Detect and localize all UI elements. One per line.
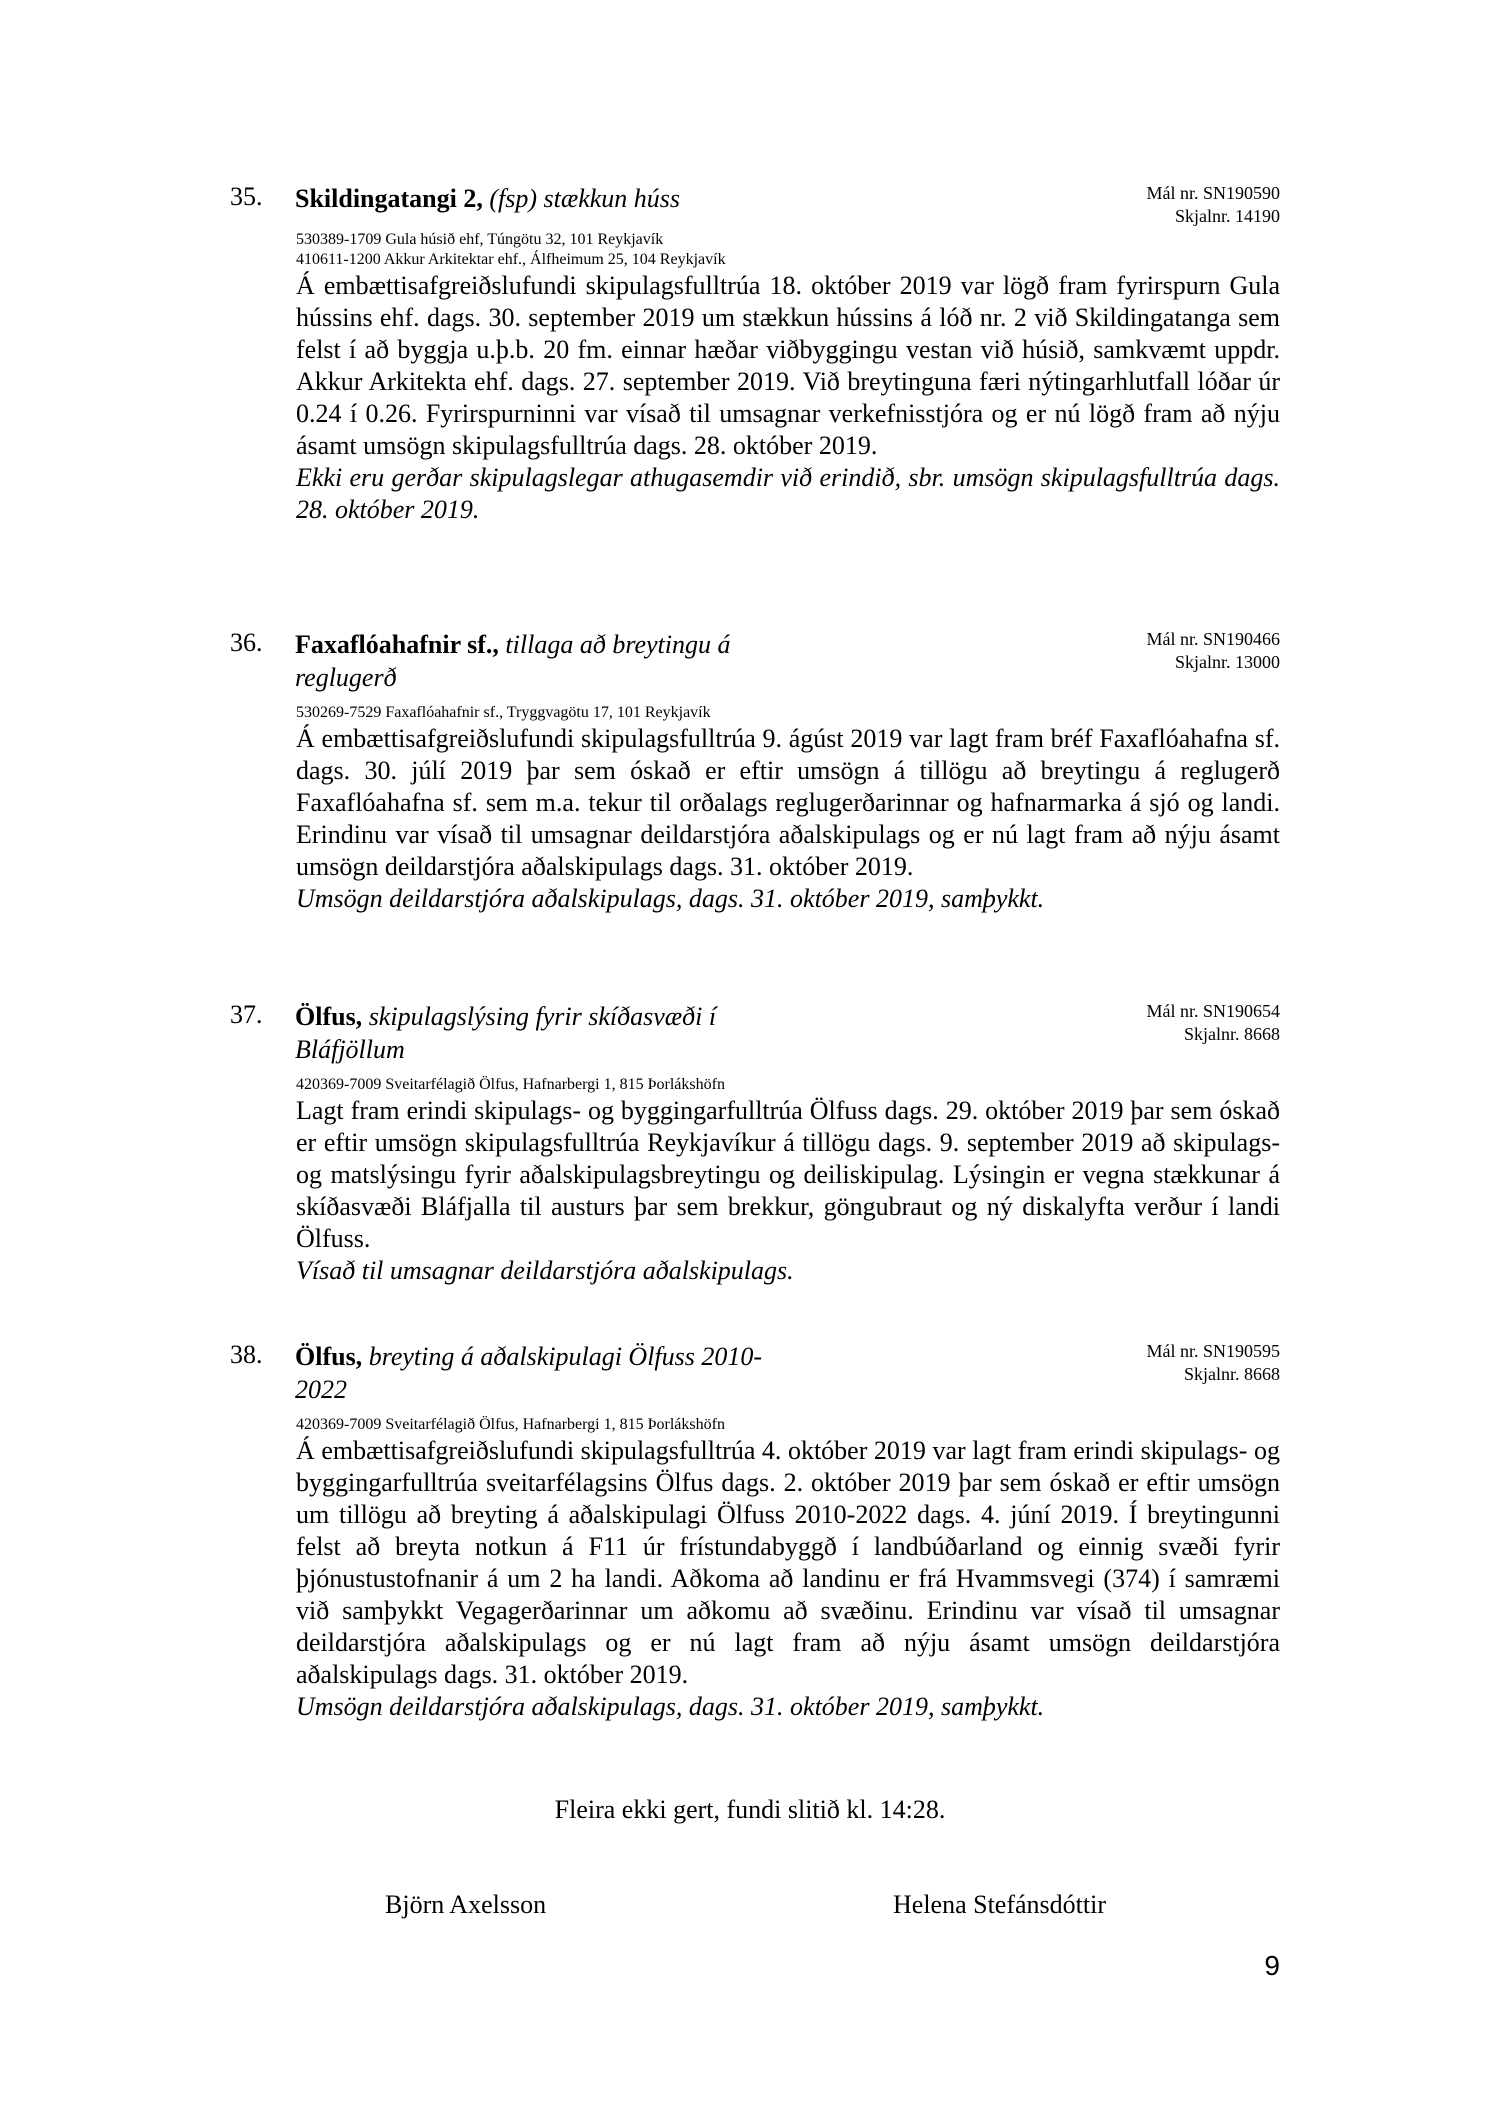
item-body — [296, 270, 1280, 526]
item-header — [230, 1000, 1280, 1064]
applicant-list — [296, 1075, 1280, 1095]
document-number: Skjalnr. 8668 — [1183, 1024, 1280, 1044]
item-subject: skipulagslýsing fyrir skíðasvæði í Bláfjöllum — [295, 1002, 717, 1064]
case-number: Mál nr. SN190466 — [1146, 629, 1280, 649]
item-number: 36. — [230, 628, 263, 657]
applicant-list — [296, 230, 1280, 270]
case-number: Mál nr. SN190654 — [1146, 1001, 1280, 1021]
item-conclusion: Ekki eru gerðar skipulagslegar athugasemdir við erindið, sbr. umsögn skipulagsfulltrúa dags. 28. október 2019. — [296, 463, 1280, 524]
case-number: Mál nr. SN190595 — [1146, 1341, 1280, 1361]
item-name: Faxaflóahafnir sf., — [295, 630, 499, 659]
applicant: 420369-7009 Sveitarfélagið Ölfus, Hafnarbergi 1, 815 Þorlákshöfn — [296, 1076, 725, 1093]
applicant: 410611-1200 Akkur Arkitektar ehf., Álfheimum 25, 104 Reykjavík — [296, 251, 726, 268]
page-number: 9 — [1264, 1950, 1280, 1981]
item-number: 37. — [230, 1000, 263, 1029]
item-name: Skildingatangi 2, — [295, 184, 483, 213]
item-header — [230, 628, 1280, 692]
document-number: Skjalnr. 13000 — [1174, 652, 1280, 672]
item-number: 38. — [230, 1340, 263, 1369]
item-conclusion: Umsögn deildarstjóra aðalskipulags, dags. 31. október 2019, samþykkt. — [296, 884, 1045, 913]
item-title — [295, 1000, 805, 1066]
agenda-item-35 — [230, 182, 1280, 526]
item-body — [296, 1095, 1280, 1287]
agenda-item-37 — [230, 1000, 1280, 1287]
document-number: Skjalnr. 14190 — [1174, 206, 1280, 226]
item-header — [230, 1340, 1280, 1404]
case-number: Mál nr. SN190590 — [1146, 183, 1280, 203]
closing-statement: Fleira ekki gert, fundi slitið kl. 14:28. — [554, 1795, 946, 1824]
case-reference — [1060, 1000, 1280, 1046]
item-name: Ölfus, — [295, 1002, 363, 1031]
applicant-list — [296, 703, 1280, 723]
item-body — [296, 1435, 1280, 1723]
item-subject: tillaga að breytingu á reglugerð — [295, 630, 731, 692]
applicant-list — [296, 1415, 1280, 1435]
item-conclusion: Umsögn deildarstjóra aðalskipulags, dags. 31. október 2019, samþykkt. — [296, 1692, 1045, 1721]
item-name: Ölfus, — [295, 1342, 363, 1371]
case-reference — [1060, 182, 1280, 228]
applicant: 420369-7009 Sveitarfélagið Ölfus, Hafnarbergi 1, 815 Þorlákshöfn — [296, 1416, 725, 1433]
item-subject: breyting á aðalskipulagi Ölfuss 2010-2022 — [295, 1342, 763, 1404]
item-body — [296, 723, 1280, 915]
item-number: 35. — [230, 182, 263, 211]
applicant: 530389-1709 Gula húsið ehf, Túngötu 32, 101 Reykjavík — [296, 231, 664, 248]
case-reference — [1060, 1340, 1280, 1386]
item-subject: (fsp) stækkun húss — [489, 184, 681, 213]
item-text: Á embættisafgreiðslufundi skipulagsfulltrúa 18. október 2019 var lögð fram fyrirspurn Gula hússins ehf. dags. 30. september 2019 um stækkun hússins á lóð nr. 2 við Skildingatanga sem felst í að byggja u.þ.b. 20 fm. einnar hæðar viðbyggingu vestan við húsið, samkvæmt uppdr. Akkur Arkitekta ehf. dags. 27. september 2019. Við breytinguna færi nýtingarhlutfall lóðar úr 0.24 í 0.26. Fyrirspurninni var vísað til umsagnar verkefnisstjóra og er nú lögð fram að nýju ásamt umsögn skipulagsfulltrúa dags. 28. október 2019. — [296, 271, 1280, 460]
applicant: 530269-7529 Faxaflóahafnir sf., Tryggvagötu 17, 101 Reykjavík — [296, 704, 711, 721]
item-title — [295, 628, 805, 694]
signature-left: Björn Axelsson — [385, 1890, 547, 1919]
item-text: Á embættisafgreiðslufundi skipulagsfulltrúa 9. ágúst 2019 var lagt fram bréf Faxaflóahafna sf. dags. 30. júlí 2019 þar sem óskað er eftir umsögn á tillögu að breytingu á reglugerð Faxaflóahafna sf. sem m.a. tekur til orðalags reglugerðarinnar og hafnarmarka á sjó og landi. Erindinu var vísað til umsagnar deildarstjóra aðalskipulags og er nú lagt fram að nýju ásamt umsögn deildarstjóra aðalskipulags dags. 31. október 2019. — [296, 724, 1280, 881]
item-text: Lagt fram erindi skipulags- og byggingarfulltrúa Ölfuss dags. 29. október 2019 þar sem óskað er eftir umsögn skipulagsfulltrúa Reykjavíkur á tillögu dags. 9. september 2019 að skipulags- og matslýsingu fyrir aðalskipulagsbreytingu og deiliskipulag. Lýsingin er vegna stækkunar á skíðasvæði Bláfjalla til austurs þar sem brekkur, göngubraut og ný diskalyfta verður í landi Ölfuss. — [296, 1096, 1280, 1253]
signature-right: Helena Stefánsdóttir — [893, 1890, 1106, 1919]
item-header — [230, 182, 1280, 226]
item-title — [295, 1340, 805, 1406]
agenda-item-36 — [230, 628, 1280, 915]
case-reference — [1060, 628, 1280, 674]
agenda-item-38 — [230, 1340, 1280, 1723]
document-number: Skjalnr. 8668 — [1183, 1364, 1280, 1384]
item-text: Á embættisafgreiðslufundi skipulagsfulltrúa 4. október 2019 var lagt fram erindi skipulags- og byggingarfulltrúa sveitarfélagsins Ölfus dags. 2. október 2019 þar sem óskað er eftir umsögn um tillögu að breyting á aðalskipulagi Ölfuss 2010-2022 dags. 4. júní 2019. Í breytingunni felst að breyta notkun á F11 úr frístundabyggð í landbúðarland og einnig svæði fyrir þjónustustofnanir á um 2 ha landi. Aðkoma að landinu er frá Hvammsvegi (374) í samræmi við samþykkt Vegagerðarinnar um aðkomu að svæðinu. Erindinu var vísað til umsagnar deildarstjóra aðalskipulags og er nú lagt fram að nýju ásamt umsögn deildarstjóra aðalskipulags dags. 31. október 2019. — [296, 1436, 1280, 1689]
item-title — [295, 182, 805, 215]
item-conclusion: Vísað til umsagnar deildarstjóra aðalskipulags. — [296, 1256, 794, 1285]
